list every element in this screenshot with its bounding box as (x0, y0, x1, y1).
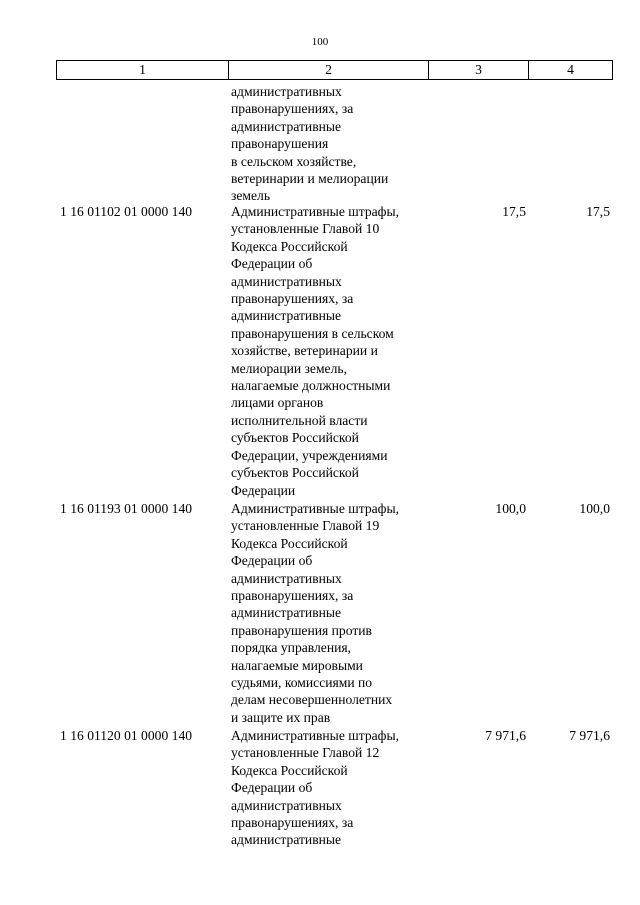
row-value-column-3: 100,0 (495, 501, 526, 516)
row-value-column-4: 100,0 (579, 501, 610, 516)
row-description: Административные штрафы, установленные Главой 19 Кодекса Российской Федерации об административных правонарушениях, за административные правонарушения против порядка управления, налагаемые мировыми судьями, комиссиями по делам несовершеннолетних и защите их прав (231, 501, 399, 725)
row-code: 1 16 01120 01 0000 140 (60, 728, 193, 743)
row-description: Административные штрафы, установленные Главой 12 Кодекса Российской Федерации об административных правонарушениях, за административные (231, 728, 399, 848)
table-header (56, 60, 613, 80)
row-value-column-3: 7 971,6 (485, 728, 526, 743)
row-value-column-4: 7 971,6 (569, 728, 610, 743)
row-code: 1 16 01102 01 0000 140 (60, 204, 193, 219)
column-header-3: 3 (429, 61, 529, 79)
row-value-column-4: 17,5 (586, 204, 610, 219)
column-header-4: 4 (567, 62, 574, 77)
row-value-column-3: 17,5 (502, 204, 526, 219)
column-header-2: 2 (229, 61, 429, 79)
row-description: Административные штрафы, установленные Главой 10 Кодекса Российской Федерации об административных правонарушениях, за административные правонарушения в сельском хозяйстве, ветеринарии и мелиорации земель, налагаемые должностными лицами органов исполнительной власти субъектов Российской Федерации, учреждениями субъектов Российской Федерации (231, 204, 399, 498)
continuation-description: административных правонарушениях, за административные правонарушения в сельском хозяйстве, ветеринарии и мелиорации земель (231, 84, 389, 204)
column-header-1: 1 (57, 61, 229, 79)
row-code: 1 16 01193 01 0000 140 (60, 501, 193, 516)
page-number: 100 (311, 36, 329, 48)
